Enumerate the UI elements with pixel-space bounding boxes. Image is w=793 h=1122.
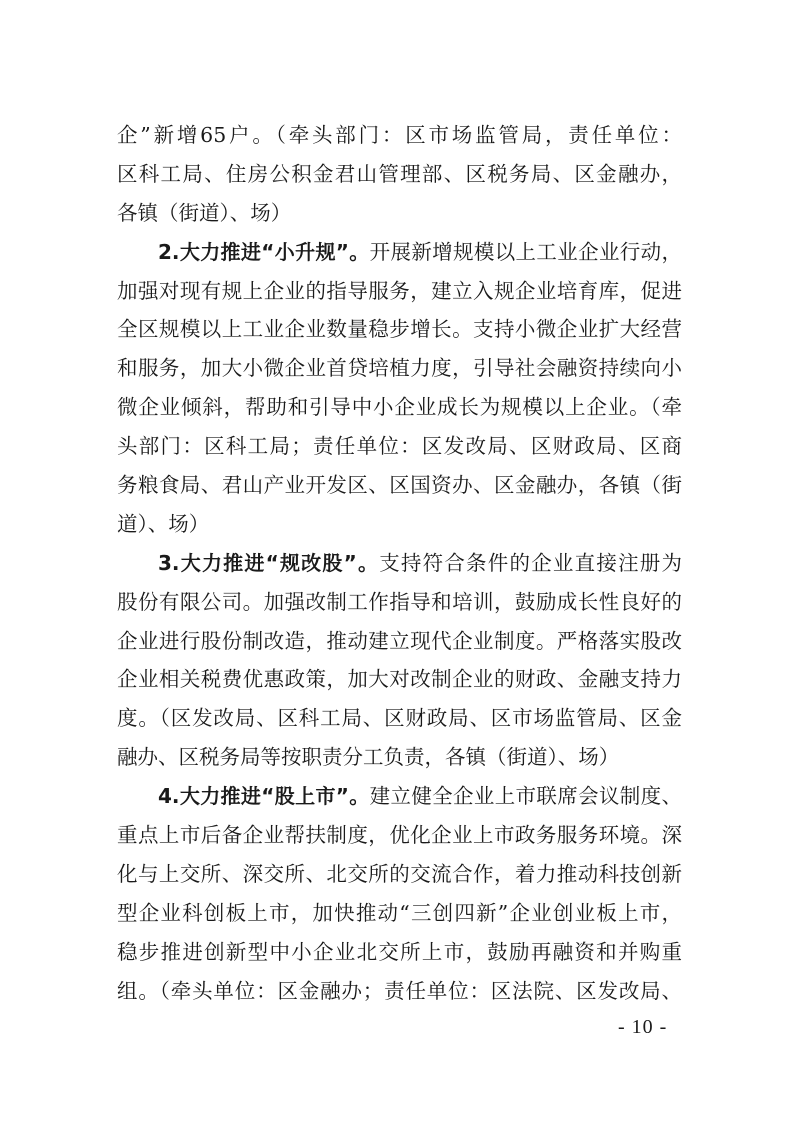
text-line: 区科工局、住房公积金君山管理部、区税务局、区金融办，	[117, 161, 682, 186]
paragraph-item-3	[117, 544, 682, 777]
paragraph-item-4	[117, 777, 682, 1010]
text-line: 加强对现有规上企业的指导服务，建立入规企业培育库，促进	[117, 278, 682, 303]
text-line: 务粮食局、君山产业开发区、区国资办、区金融办，各镇（街	[117, 473, 682, 498]
text-line: 企业进行股份制改造，推动建立现代企业制度。严格落实股改	[117, 628, 682, 653]
paragraph-continuation	[117, 116, 682, 233]
text-line: 微企业倾斜，帮助和引导中小企业成长为规模以上企业。（牵	[117, 395, 682, 420]
document-body	[117, 116, 682, 1010]
page-number: - 10 -	[618, 1016, 668, 1038]
text-line: 度。（区发改局、区科工局、区财政局、区市场监管局、区金	[117, 706, 682, 731]
text-line: 型企业科创板上市，加快推动“三创四新”企业创业板上市，	[117, 900, 682, 925]
text-line: 各镇（街道）、场）	[117, 200, 292, 225]
text-line: 组。（牵头单位：区金融办；责任单位：区法院、区发改局、	[117, 978, 682, 1003]
text-line	[117, 233, 682, 272]
text-line: 和服务，加大小微企业首贷培植力度，引导社会融资持续向小	[117, 356, 682, 381]
text-line: 稳步推进创新型中小企业北交所上市，鼓励再融资和并购重	[117, 939, 682, 964]
text-line: 重点上市后备企业帮扶制度，优化企业上市政务服务环境。深	[117, 823, 682, 848]
item-heading: 4.大力推进“股上市”。	[158, 784, 370, 809]
text-line: 企业相关税费优惠政策，加大对改制企业的财政、金融支持力	[117, 667, 682, 692]
text-line: 全区规模以上工业企业数量稳步增长。支持小微企业扩大经营	[117, 317, 682, 342]
text-line: 股份有限公司。加强改制工作指导和培训，鼓励成长性良好的	[117, 589, 682, 614]
text-line	[117, 544, 682, 583]
text-run: 开展新增规模以上工业企业行动，	[369, 239, 682, 264]
text-line: 头部门：区科工局；责任单位：区发改局、区财政局、区商	[117, 434, 682, 459]
text-line: 道）、场）	[117, 511, 210, 536]
paragraph-item-2	[117, 233, 682, 544]
text-run: 建立健全企业上市联席会议制度、	[369, 784, 682, 809]
text-line: 化与上交所、深交所、北交所的交流合作，着力推动科技创新	[117, 861, 682, 886]
item-heading: 2.大力推进“小升规”。	[158, 239, 370, 264]
item-heading: 3.大力推进“规改股”。	[158, 550, 380, 575]
text-line: 融办、区税务局等按职责分工负责，各镇（街道）、场）	[117, 745, 620, 770]
text-line: 企”新增65户。（牵头部门：区市场监管局，责任单位：	[117, 123, 682, 147]
text-line	[117, 777, 682, 816]
text-run: 支持符合条件的企业直接注册为	[379, 550, 682, 575]
